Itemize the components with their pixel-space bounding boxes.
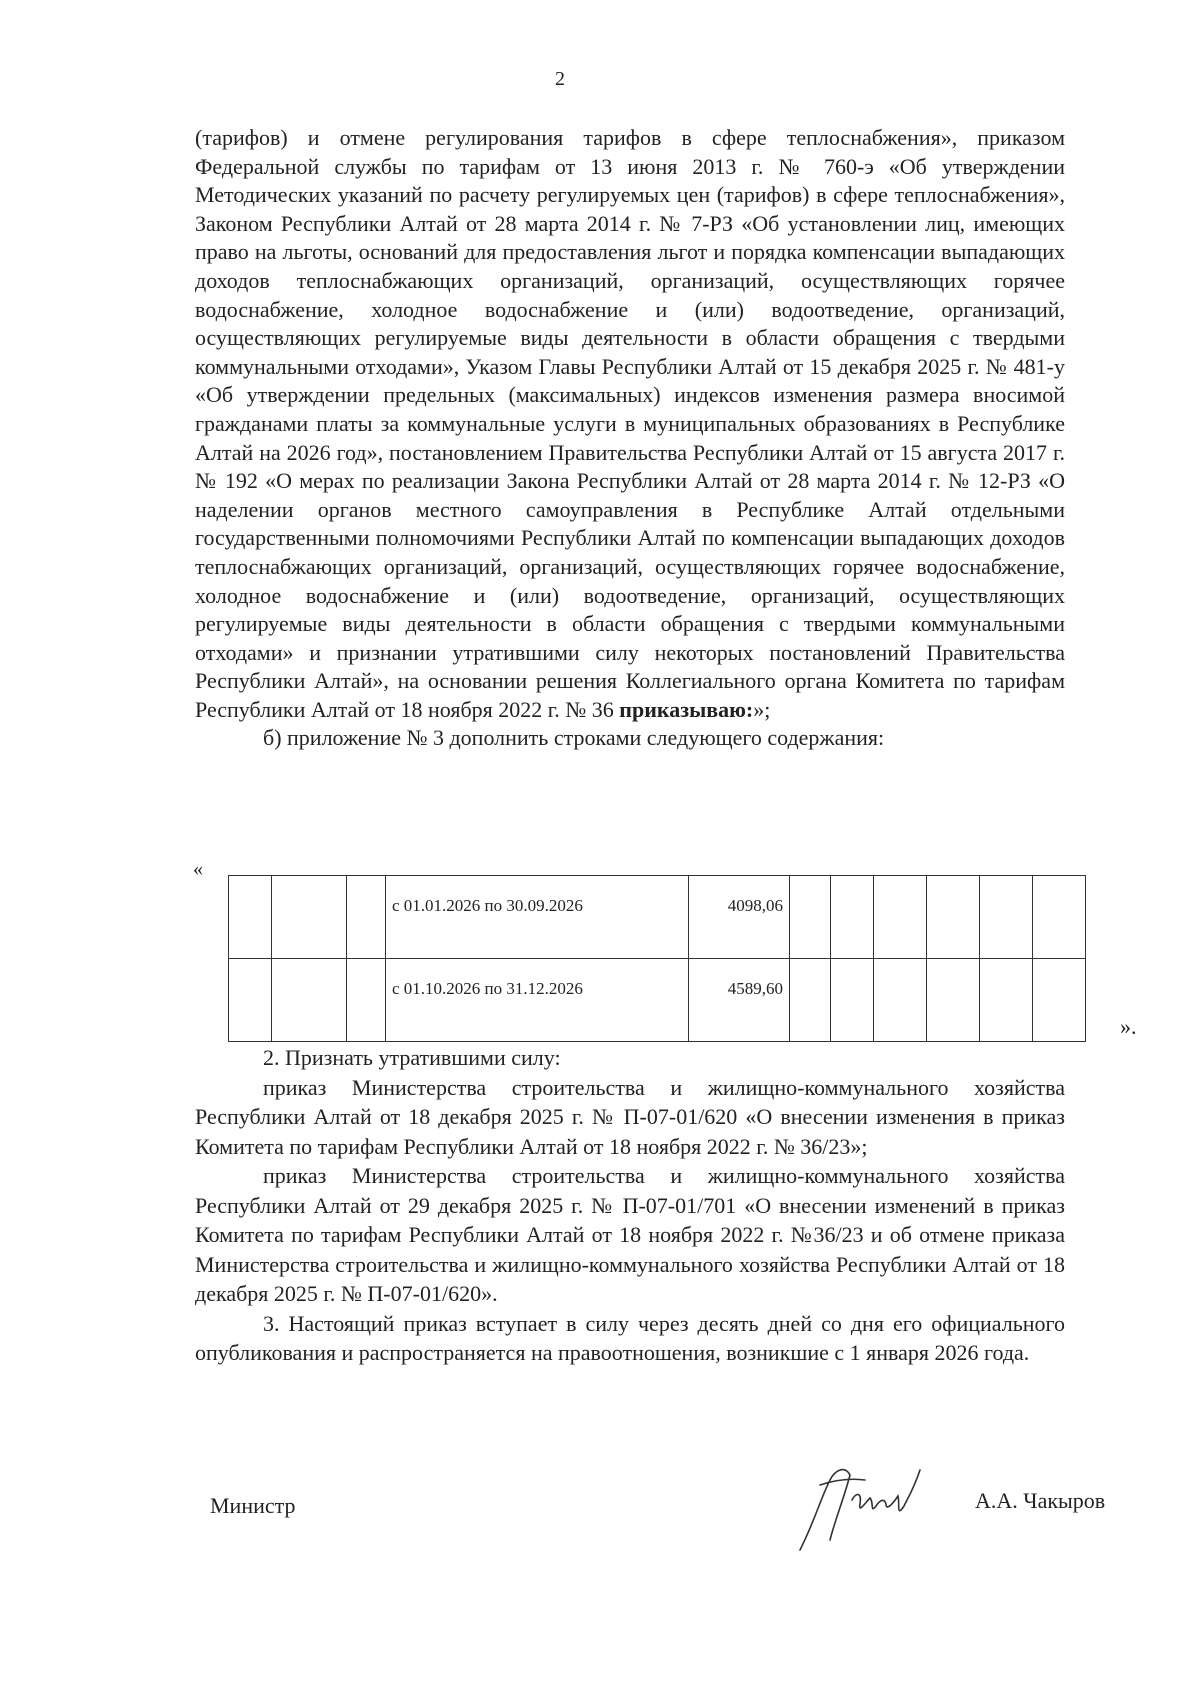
table-cell-empty [874, 876, 927, 959]
intro-text: (тарифов) и отмене регулирования тарифов в сфере теплоснабжения», приказом Федеральной службы по тарифам от 13 июня 2013 г. № 760-э «Об утверждении Методических указаний по расчету регулируемых цен (тарифов) в сфере теплоснабжения», Законом Республики Алтай от 28 марта 2014 г. № 7-РЗ «Об установлении лиц, имеющих право на льготы, оснований для предоставления льгот и порядка компенсации выпадающих доходов теплоснабжающих организаций, организаций, осуществляющих горячее водоснабжение, холодное водоснабжение и (или) водоотведение, организаций, осуществляющих регулируемые виды деятельности в области обращения с твердыми коммунальными отходами», Указом Главы Республики Алтай от 15 декабря 2025 г. № 481-у «Об утверждении предельных (максимальных) индексов изменения размера вносимой гражданами платы за коммунальные услуги в муниципальных образованиях в Республике Алтай на 2026 год», постановлением Правительства Республики Алтай от 15 августа 2017 г. № 192 «О мерах по реализации Закона Республики Алтай от 28 марта 2014 г. № 12-РЗ «О наделении органов местного самоуправления в Республике Алтай отдельными государственными полномочиями Республики Алтай по компенсации выпадающих доходов теплоснабжающих организаций, организаций, осуществляющих горячее водоснабжение, холодное водоснабжение и (или) водоотведение, организаций, осуществляющих регулируемые виды деятельности в области обращения с твердыми коммунальными отходами» и признании утратившими силу некоторых постановлений Правительства Республики Алтай», на основании решения Коллегиального органа Комитета по тарифам Республики Алтай от 18 ноября 2022 г. № 36 [195, 125, 1065, 722]
table-cell-empty [790, 876, 831, 959]
table-cell-empty [980, 876, 1033, 959]
table-cell-empty [1033, 876, 1086, 959]
intro-paragraph [195, 124, 1065, 724]
table-cell-value: 4589,60 [689, 959, 790, 1042]
table-cell-value: 4098,06 [689, 876, 790, 959]
table-cell-empty [874, 959, 927, 1042]
table-cell-empty [927, 959, 980, 1042]
table-cell-empty [272, 876, 347, 959]
quote-open: « [193, 858, 203, 880]
section-3: 3. Настоящий приказ вступает в силу через десять дней со дня его официального опубликования и распространяется на правоотношения, возникшие с 1 января 2026 года. [195, 1310, 1065, 1365]
signature-name: А.А. Чакыров [975, 1488, 1106, 1513]
table-cell-period: с 01.10.2026 по 31.12.2026 [386, 959, 689, 1042]
table-cell-empty [927, 876, 980, 959]
intro-block [195, 124, 1065, 753]
section-2-title: 2. Признать утратившими силу: [263, 1045, 561, 1070]
section-2-item-2: приказ Министерства строительства и жилищно-коммунального хозяйства Республики Алтай от 29 декабря 2025 г. № П-07-01/701 «О внесении изменений в приказ Комитета по тарифам Республики Алтай от 18 ноября 2022 г. №36/23 и об отмене приказа Министерства строительства и жилищно-коммунального хозяйства Республики Алтай от 18 декабря 2025 г. № П-07-01/620». [195, 1163, 1065, 1306]
table-cell-empty [347, 876, 386, 959]
section-2-block [195, 1043, 1065, 1368]
section-2-item-1: приказ Министерства строительства и жилищно-коммунального хозяйства Республики Алтай от 18 декабря 2025 г. № П-07-01/620 «О внесении изменения в приказ Комитета по тарифам Республики Алтай от 18 ноября 2022 г. № 36/23»; [195, 1074, 1065, 1159]
page-number: 2 [555, 68, 565, 90]
quote-close: ». [1120, 1014, 1137, 1039]
table-cell-empty [831, 959, 874, 1042]
table-cell-empty [980, 959, 1033, 1042]
table-row [229, 959, 1086, 1042]
table-cell-empty [229, 876, 272, 959]
table-cell-empty [831, 876, 874, 959]
handwritten-signature-icon [790, 1440, 940, 1560]
table-cell-empty [272, 959, 347, 1042]
table-row [229, 876, 1086, 959]
intro-tail: »; [753, 696, 771, 722]
table-cell-empty [790, 959, 831, 1042]
table-cell-empty [229, 959, 272, 1042]
item-b: б) приложение № 3 дополнить строками следующего содержания: [263, 725, 885, 751]
order-keyword: приказываю: [619, 696, 754, 722]
tariff-table [228, 875, 1086, 1042]
signature-title: Министр [210, 1493, 296, 1518]
table-cell-empty [347, 959, 386, 1042]
table-cell-empty [1033, 959, 1086, 1042]
table-cell-period: с 01.01.2026 по 30.09.2026 [386, 876, 689, 959]
